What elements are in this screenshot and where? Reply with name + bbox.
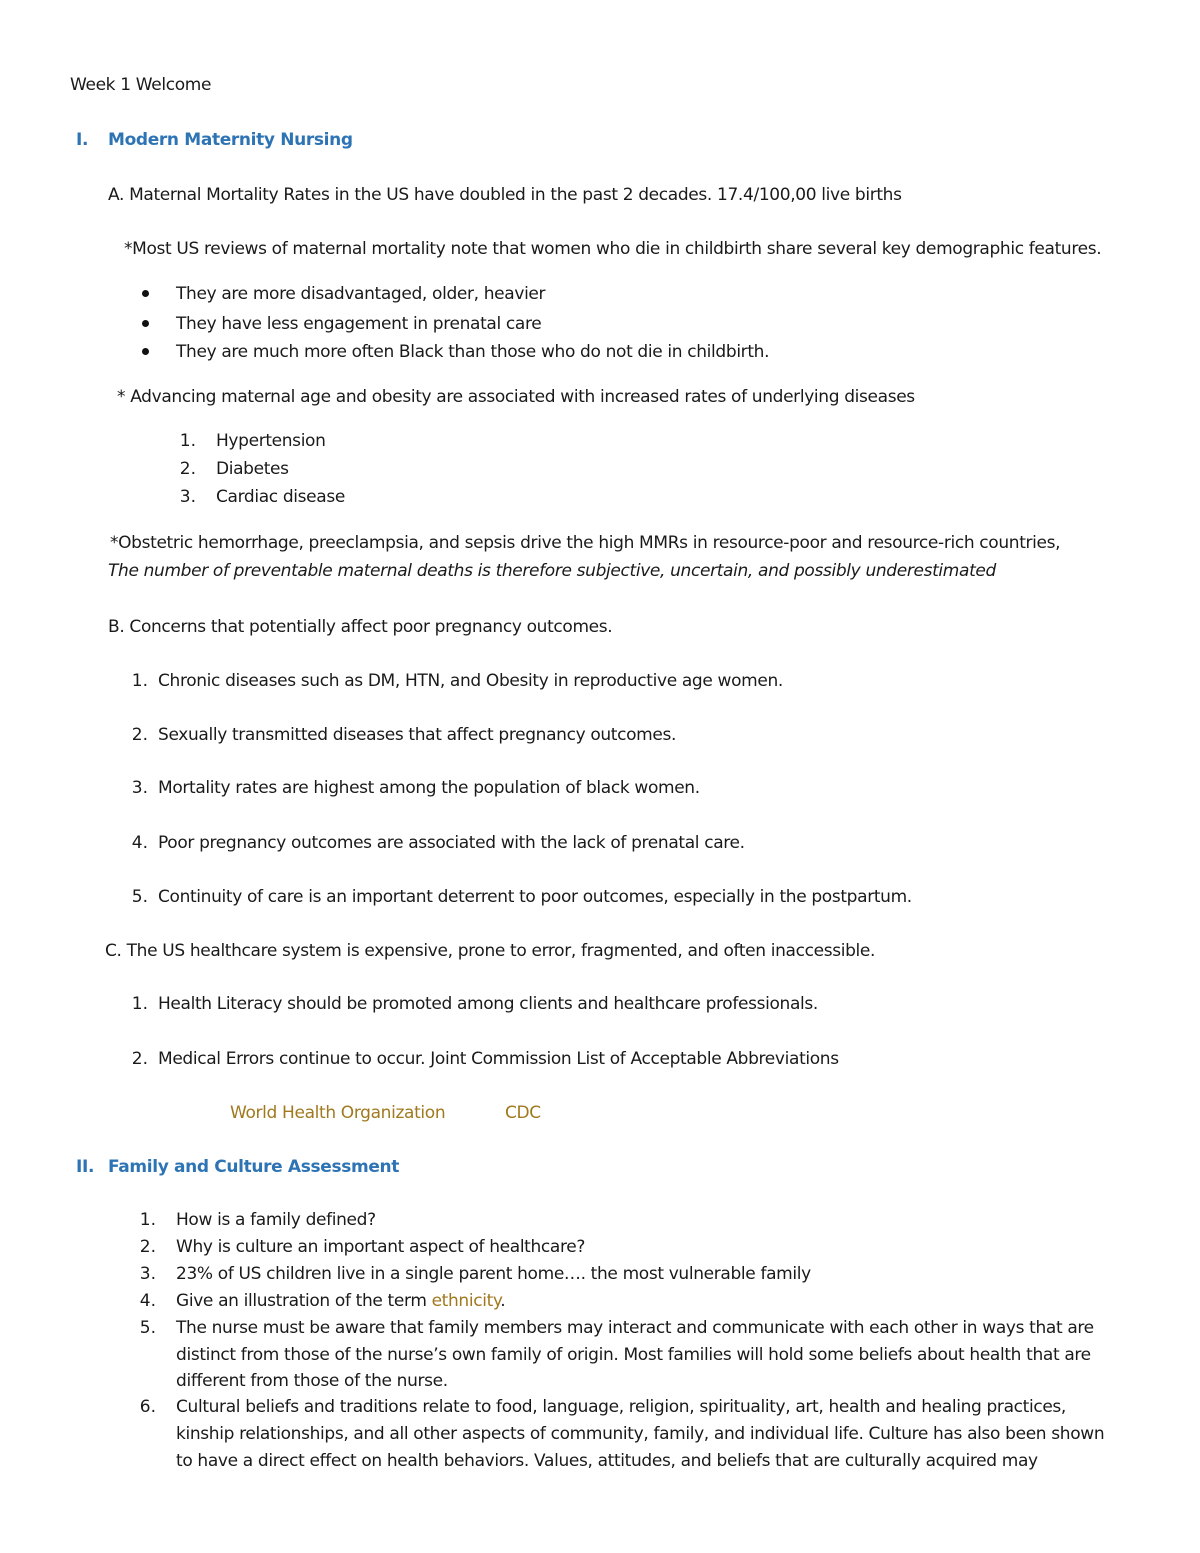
- cdc-link[interactable]: CDC: [505, 1103, 541, 1123]
- list-number: 1.: [131, 994, 148, 1014]
- list-item: Health Literacy should be promoted among clients and healthcare professionals.: [158, 994, 818, 1014]
- subsection-c-line: C. The US healthcare system is expensive, prone to error, fragmented, and often inaccessible.: [105, 941, 876, 961]
- list-number: 2.: [131, 1049, 148, 1069]
- subsection-a-line: A. Maternal Mortality Rates in the US have doubled in the past 2 decades. 17.4/100,00 live births: [108, 185, 902, 205]
- obstetric-note: *Obstetric hemorrhage, preeclampsia, and sepsis drive the high MMRs in resource-poor and resource-rich countries,: [110, 533, 1061, 553]
- list-item: They are much more often Black than those who do not die in childbirth.: [176, 342, 770, 362]
- list-item: Chronic diseases such as DM, HTN, and Obesity in reproductive age women.: [158, 671, 783, 691]
- list-item: Sexually transmitted diseases that affect pregnancy outcomes.: [158, 725, 677, 745]
- list-item: Mortality rates are highest among the population of black women.: [158, 778, 700, 798]
- list-number: 3.: [139, 1264, 156, 1284]
- list-item-text: Give an illustration of the term: [176, 1291, 432, 1311]
- list-number: 1.: [139, 1210, 156, 1230]
- list-item-line: Cultural beliefs and traditions relate to food, language, religion, spirituality, art, health and healing practices,: [176, 1397, 1066, 1417]
- list-item: They have less engagement in prenatal care: [176, 314, 542, 334]
- list-number: 5.: [139, 1318, 156, 1338]
- list-number: 4.: [139, 1291, 156, 1311]
- list-item: Cardiac disease: [216, 487, 345, 507]
- diseases-note: * Advancing maternal age and obesity are associated with increased rates of underlying diseases: [117, 387, 915, 407]
- section-2-heading: Family and Culture Assessment: [108, 1157, 400, 1177]
- list-number: 2.: [179, 459, 196, 479]
- list-number: 2.: [139, 1237, 156, 1257]
- list-number: 2.: [131, 725, 148, 745]
- page-title: Week 1 Welcome: [70, 75, 212, 95]
- list-item-line: distinct from those of the nurse’s own family of origin. Most families will hold some beliefs about health that are: [176, 1345, 1091, 1365]
- list-number: 6.: [139, 1397, 156, 1417]
- list-number: 3.: [131, 778, 148, 798]
- list-item: How is a family defined?: [176, 1210, 376, 1230]
- section-2-number: II.: [76, 1157, 95, 1177]
- list-item: Medical Errors continue to occur. Joint Commission List of Acceptable Abbreviations: [158, 1049, 839, 1069]
- bullet-icon: [142, 320, 149, 327]
- list-item: [176, 1290, 505, 1312]
- list-item: 23% of US children live in a single parent home…. the most vulnerable family: [176, 1264, 811, 1284]
- list-item-line: kinship relationships, and all other aspects of community, family, and individual life. Culture has also been shown: [176, 1424, 1105, 1444]
- section-1-heading: Modern Maternity Nursing: [108, 130, 353, 150]
- list-number: 4.: [131, 833, 148, 853]
- who-link[interactable]: World Health Organization: [230, 1103, 446, 1123]
- list-item: Why is culture an important aspect of healthcare?: [176, 1237, 586, 1257]
- list-item-line: different from those of the nurse.: [176, 1371, 448, 1391]
- bullet-icon: [142, 290, 149, 297]
- list-number: 1.: [131, 671, 148, 691]
- section-1-number: I.: [76, 130, 89, 150]
- obstetric-note-italic: The number of preventable maternal deaths is therefore subjective, uncertain, and possibly underestimated: [108, 561, 996, 581]
- list-item: Poor pregnancy outcomes are associated with the lack of prenatal care.: [158, 833, 745, 853]
- list-item-line: The nurse must be aware that family members may interact and communicate with each other in ways that are: [176, 1318, 1094, 1338]
- ethnicity-link[interactable]: ethnicity: [431, 1291, 501, 1311]
- list-number: 1.: [179, 431, 196, 451]
- list-item-text-end: .: [500, 1291, 506, 1311]
- list-item: Diabetes: [216, 459, 289, 479]
- list-number: 5.: [131, 887, 148, 907]
- list-item-line: to have a direct effect on health behaviors. Values, attitudes, and beliefs that are culturally acquired may: [176, 1451, 1038, 1471]
- demographics-note: *Most US reviews of maternal mortality note that women who die in childbirth share several key demographic features.: [124, 239, 1102, 259]
- list-item: Hypertension: [216, 431, 326, 451]
- list-item: Continuity of care is an important deterrent to poor outcomes, especially in the postpartum.: [158, 887, 912, 907]
- list-item: They are more disadvantaged, older, heavier: [176, 284, 546, 304]
- subsection-b-line: B. Concerns that potentially affect poor pregnancy outcomes.: [108, 617, 613, 637]
- bullet-icon: [142, 348, 149, 355]
- list-number: 3.: [179, 487, 196, 507]
